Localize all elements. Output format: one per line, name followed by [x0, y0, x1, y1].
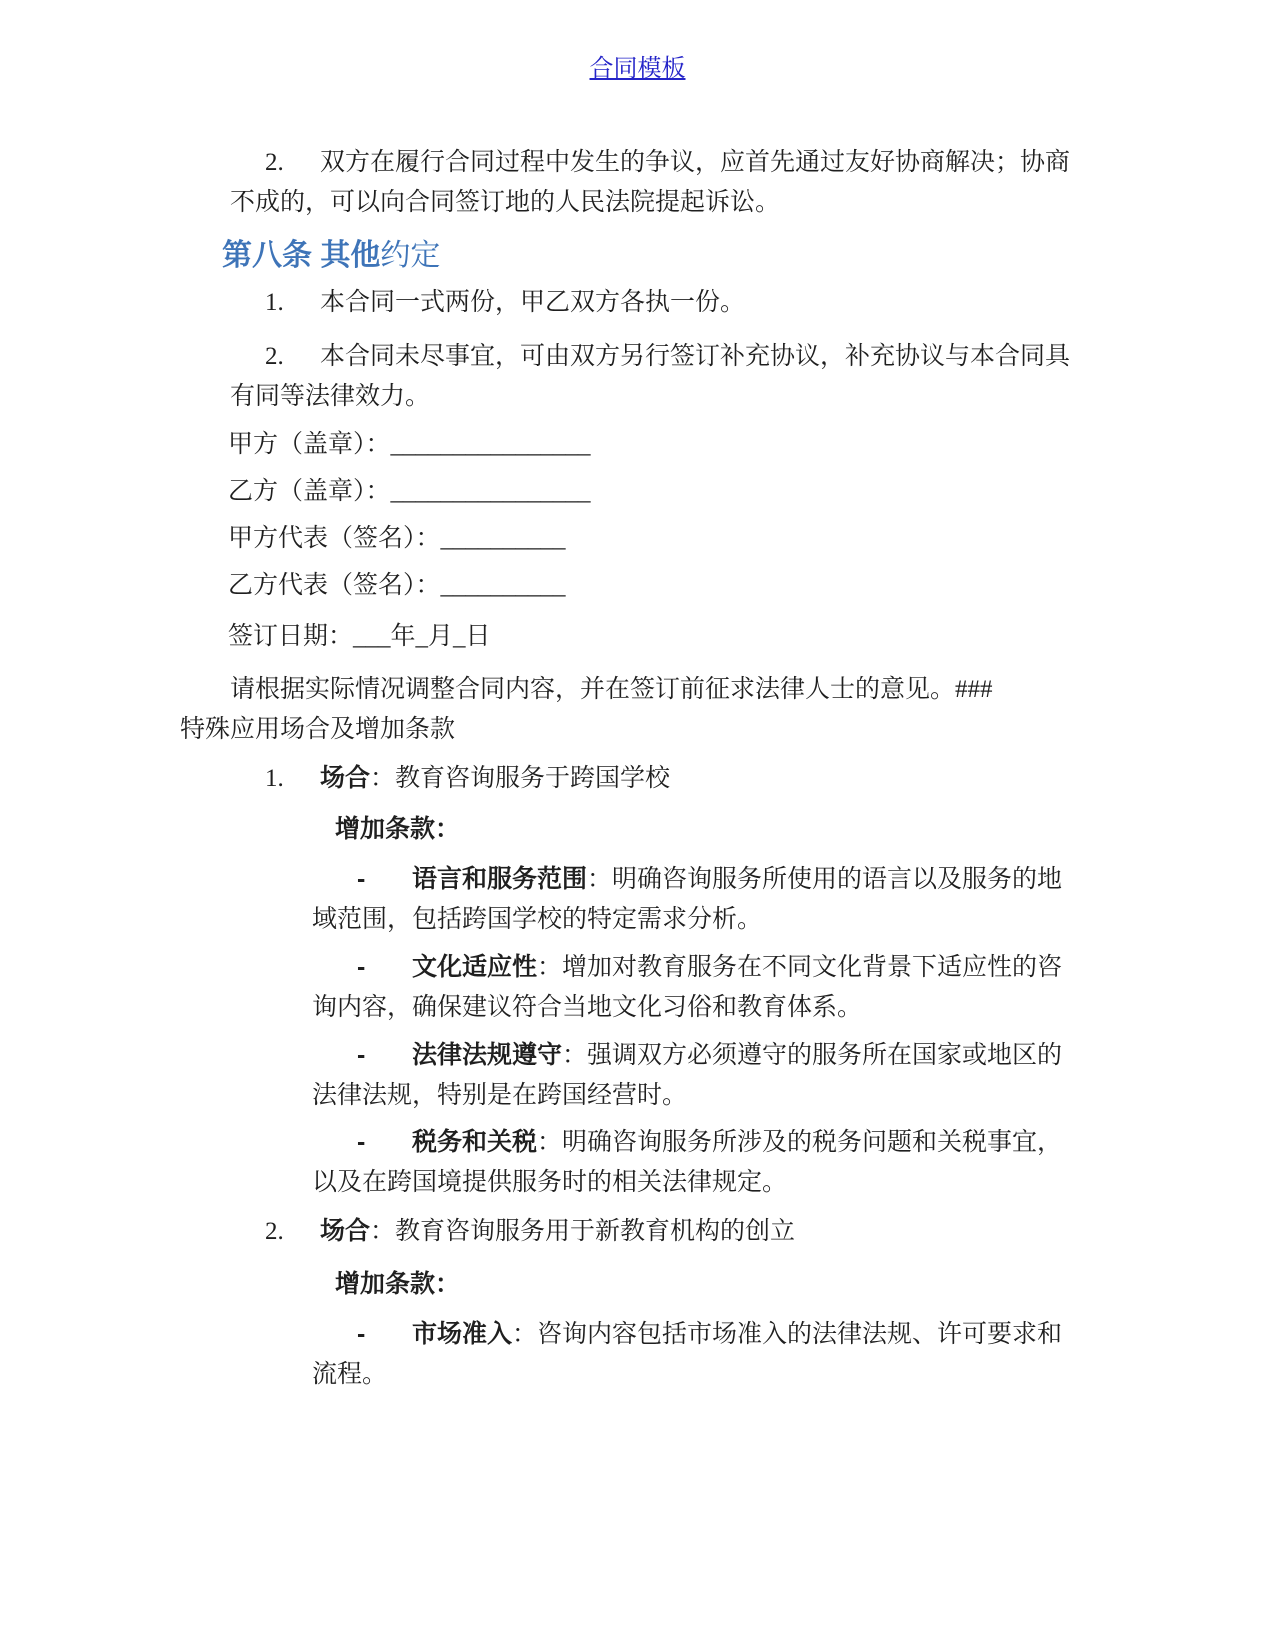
clause-text: ：明确咨询服务所使用的语言以及服务的地域范围，包括跨国学校的特定需求分析。: [312, 866, 1063, 933]
signature-blank-line: __________: [440, 572, 566, 599]
clause-term: 市场准入: [412, 1320, 513, 1348]
clause-text: ：增加对教育服务在不同文化背景下适应性的咨询内容，确保建议符合当地文化习俗和教育体系。: [312, 954, 1063, 1021]
clause-term: 税务和关税: [412, 1128, 538, 1156]
dash-bullet: -: [357, 1320, 366, 1348]
dispute-resolution-text: 双方在履行合同过程中发生的争议，应首先通过友好协商解决；协商不成的，可以向合同签订地的人民法院提起诉讼。: [230, 149, 1071, 216]
clause-tax-and-tariff: [312, 1122, 1075, 1203]
scenario-1-line: [230, 758, 1075, 799]
clause-legal-compliance: [312, 1035, 1075, 1116]
dash-bullet: -: [357, 1128, 366, 1156]
other-agreement-item-1-text: 本合同一式两份，甲乙双方各执一份。: [320, 289, 746, 316]
legal-notice-text: [180, 670, 1075, 750]
list-number: 2.: [265, 1218, 284, 1245]
scenario-label: 场合: [320, 1217, 371, 1245]
signature-blank-line: ________________: [390, 431, 591, 458]
clause-language-scope: [312, 859, 1075, 940]
clause-text: ：明确咨询服务所涉及的税务问题和关税事宜，以及在跨国境提供服务时的相关法律规定。: [312, 1129, 1063, 1196]
signature-label: 甲方（盖章）：: [228, 431, 391, 458]
clause-term: 语言和服务范围: [412, 865, 588, 893]
clause-term: 法律法规遵守: [412, 1041, 563, 1069]
signature-label: 乙方（盖章）：: [228, 478, 391, 505]
scenario-label: 场合: [320, 764, 371, 792]
list-number: 2.: [265, 343, 284, 370]
scenario-2-line: [230, 1211, 1075, 1252]
list-number: 1.: [265, 289, 284, 316]
legal-notice-line1: 请根据实际情况调整合同内容，并在签订前征求法律人士的意见。###: [230, 676, 993, 703]
clause-text: ：强调双方必须遵守的服务所在国家或地区的法律法规，特别是在跨国经营时。: [312, 1042, 1063, 1109]
added-clauses-label-2: 增加条款：: [335, 1270, 461, 1298]
dash-bullet: -: [357, 953, 366, 981]
special-scenarios-heading: 特殊应用场合及增加条款: [180, 716, 456, 743]
scenario-1-description: ：教育咨询服务于跨国学校: [370, 765, 671, 792]
signing-date-line: 签订日期：___年_月_日: [228, 623, 491, 650]
clause-cultural-adaptability: [312, 947, 1075, 1028]
dash-bullet: -: [357, 1041, 366, 1069]
clause-market-access: [312, 1314, 1075, 1395]
clause-term: 文化适应性: [412, 953, 538, 981]
signature-label: 乙方代表（签名）：: [228, 572, 441, 599]
signature-label: 甲方代表（签名）：: [228, 525, 441, 552]
other-agreement-item-1: [230, 283, 1075, 323]
dash-bullet: -: [357, 865, 366, 893]
signature-line-party-a-rep: [228, 519, 1075, 559]
signature-line-party-b-rep: [228, 566, 1075, 606]
section-heading-bold-part: 第八条 其他: [222, 239, 381, 272]
other-agreement-item-2: [230, 337, 1075, 417]
section-heading-tail: 约定: [380, 239, 441, 272]
signature-line-party-b-seal: [228, 472, 1075, 512]
signature-blank-line: __________: [440, 525, 566, 552]
page-title: [0, 0, 1275, 86]
signature-line-party-a-seal: [228, 425, 1075, 465]
list-number: 2.: [265, 149, 284, 176]
list-number: 1.: [265, 765, 284, 792]
section-heading-article-8: [222, 235, 1275, 277]
clause-text: ：咨询内容包括市场准入的法律法规、许可要求和流程。: [312, 1321, 1063, 1388]
other-agreement-item-2-text: 本合同未尽事宜，可由双方另行签订补充协议，补充协议与本合同具有同等法律效力。: [230, 343, 1071, 410]
added-clauses-label-1: 增加条款：: [335, 815, 461, 843]
dispute-resolution-paragraph: [230, 143, 1075, 223]
scenario-2-description: ：教育咨询服务用于新教育机构的创立: [370, 1218, 796, 1245]
signature-blank-line: ________________: [390, 478, 591, 505]
document-title-link[interactable]: 合同模板: [589, 56, 686, 82]
